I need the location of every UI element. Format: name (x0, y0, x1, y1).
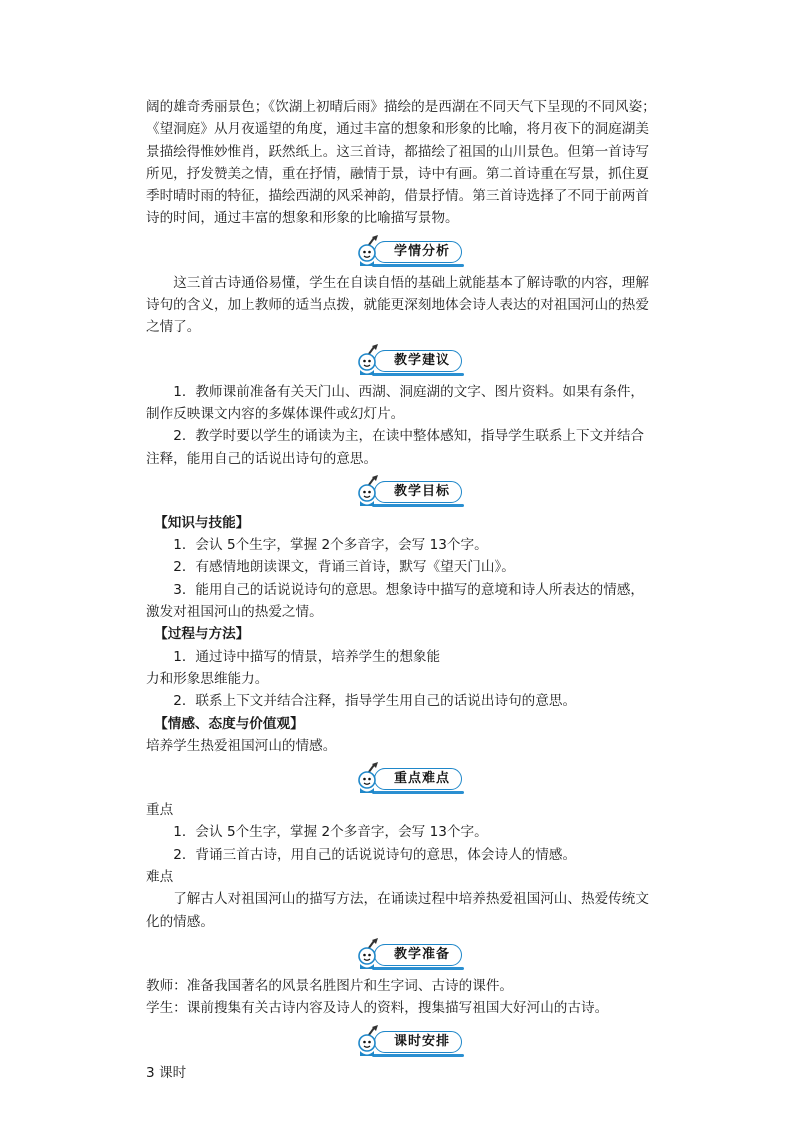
section-header-jianyi (146, 340, 656, 380)
section-title: 学情分析 (393, 243, 450, 259)
teacher-prep: 教师：准备我国著名的风景名胜图片和生字词、古诗的课件。 (146, 977, 514, 994)
class-hours: 3 课时 (146, 1064, 187, 1081)
section-badge (354, 938, 464, 970)
process-item-1a: 1．通过诗中描写的情景，培养学生的想象能 (173, 648, 441, 665)
process-item-1b: 力和形象思维能力。 (146, 670, 269, 687)
knowledge-item-2: 2．有感情地朗读课文，背诵三首诗，默写《望天门山》。 (173, 559, 515, 576)
xueqing-paragraph: 这三首古诗通俗易懂，学生在自读自悟的基础上就能基本了解诗歌的内容，理解诗句的含义，加上教师的适当点拨，就能更深刻地体会诗人表达的对祖国河山的热爱之情了。 (146, 274, 649, 336)
jianyi-item-1: 1．教师课前准备有关天门山、西湖、洞庭湖的文字、图片资料。如果有条件，制作反映课文内容的多媒体课件或幻灯片。 (146, 383, 645, 422)
knowledge-item-3: 3．能用自己的话说说诗句的意思。想象诗中描写的意境和诗人所表达的情感，激发对祖国河山的热爱之情。 (146, 581, 645, 621)
section-badge (354, 1025, 464, 1057)
section-title: 教学准备 (393, 946, 450, 962)
diff-label: 难点 (146, 869, 174, 886)
emotion-text: 培养学生热爱祖国河山的情感。 (146, 737, 337, 754)
emotion-label: 【情感、态度与价值观】 (154, 715, 304, 732)
student-prep: 学生：课前搜集有关古诗内容及诗人的资料，搜集描写祖国大好河山的古诗。 (146, 1000, 609, 1017)
key-item-1: 1．会认 5个生字，掌握 2个多音字，会写 13个字。 (173, 824, 488, 841)
key-item-2: 2．背诵三首古诗，用自己的话说说诗句的意思，体会诗人的情感。 (173, 846, 577, 863)
jianyi-item-2: 2．教学时要以学生的诵读为主，在读中整体感知，指导学生联系上下文并结合注释，能用自己的话说出诗句的意思。 (146, 428, 645, 467)
section-title: 教学建议 (393, 352, 450, 368)
section-header-keshi (146, 1021, 656, 1061)
section-title: 重点难点 (393, 771, 450, 787)
document-page (146, 96, 656, 1084)
section-badge (354, 235, 464, 267)
intro-paragraph: 阔的雄奇秀丽景色；《饮湖上初晴后雨》描绘的是西湖在不同天气下呈现的不同风姿；《望洞庭》从月夜遥望的角度，通过丰富的想象和形象的比喻，将月夜下的洞庭湖美景描绘得惟妙惟肖，跃然纸上。这三首诗，都描绘了祖国的山川景色。但第一首诗写所见，抒发赞美之情，重在抒情，融情于景，诗中有画。第二首诗重在写景，抓住夏季时晴时雨的特征，描绘西湖的风采神韵，借景抒情。第三首诗选择了不同于前两首诗的时间，通过丰富的想象和形象的比喻描写景物。 (146, 99, 656, 227)
section-badge (354, 762, 464, 794)
process-label: 【过程与方法】 (154, 626, 250, 643)
section-header-zhongdian (146, 758, 656, 798)
section-badge (354, 344, 464, 376)
section-badge (354, 475, 464, 507)
key-label: 重点 (146, 802, 174, 819)
diff-text: 了解古人对祖国河山的描写方法，在诵读过程中培养热爱祖国河山、热爱传统文化的情感。 (146, 891, 649, 930)
knowledge-label: 【知识与技能】 (154, 514, 250, 531)
section-title: 教学目标 (393, 483, 450, 499)
section-title: 课时安排 (393, 1033, 450, 1049)
knowledge-item-1: 1．会认 5个生字，掌握 2个多音字，会写 13个字。 (173, 537, 488, 554)
section-header-xueqing (146, 231, 656, 271)
section-header-mubiao (146, 471, 656, 511)
process-item-2: 2．联系上下文并结合注释，指导学生用自己的话说出诗句的意思。 (173, 693, 577, 710)
section-header-zhunbei (146, 934, 656, 974)
